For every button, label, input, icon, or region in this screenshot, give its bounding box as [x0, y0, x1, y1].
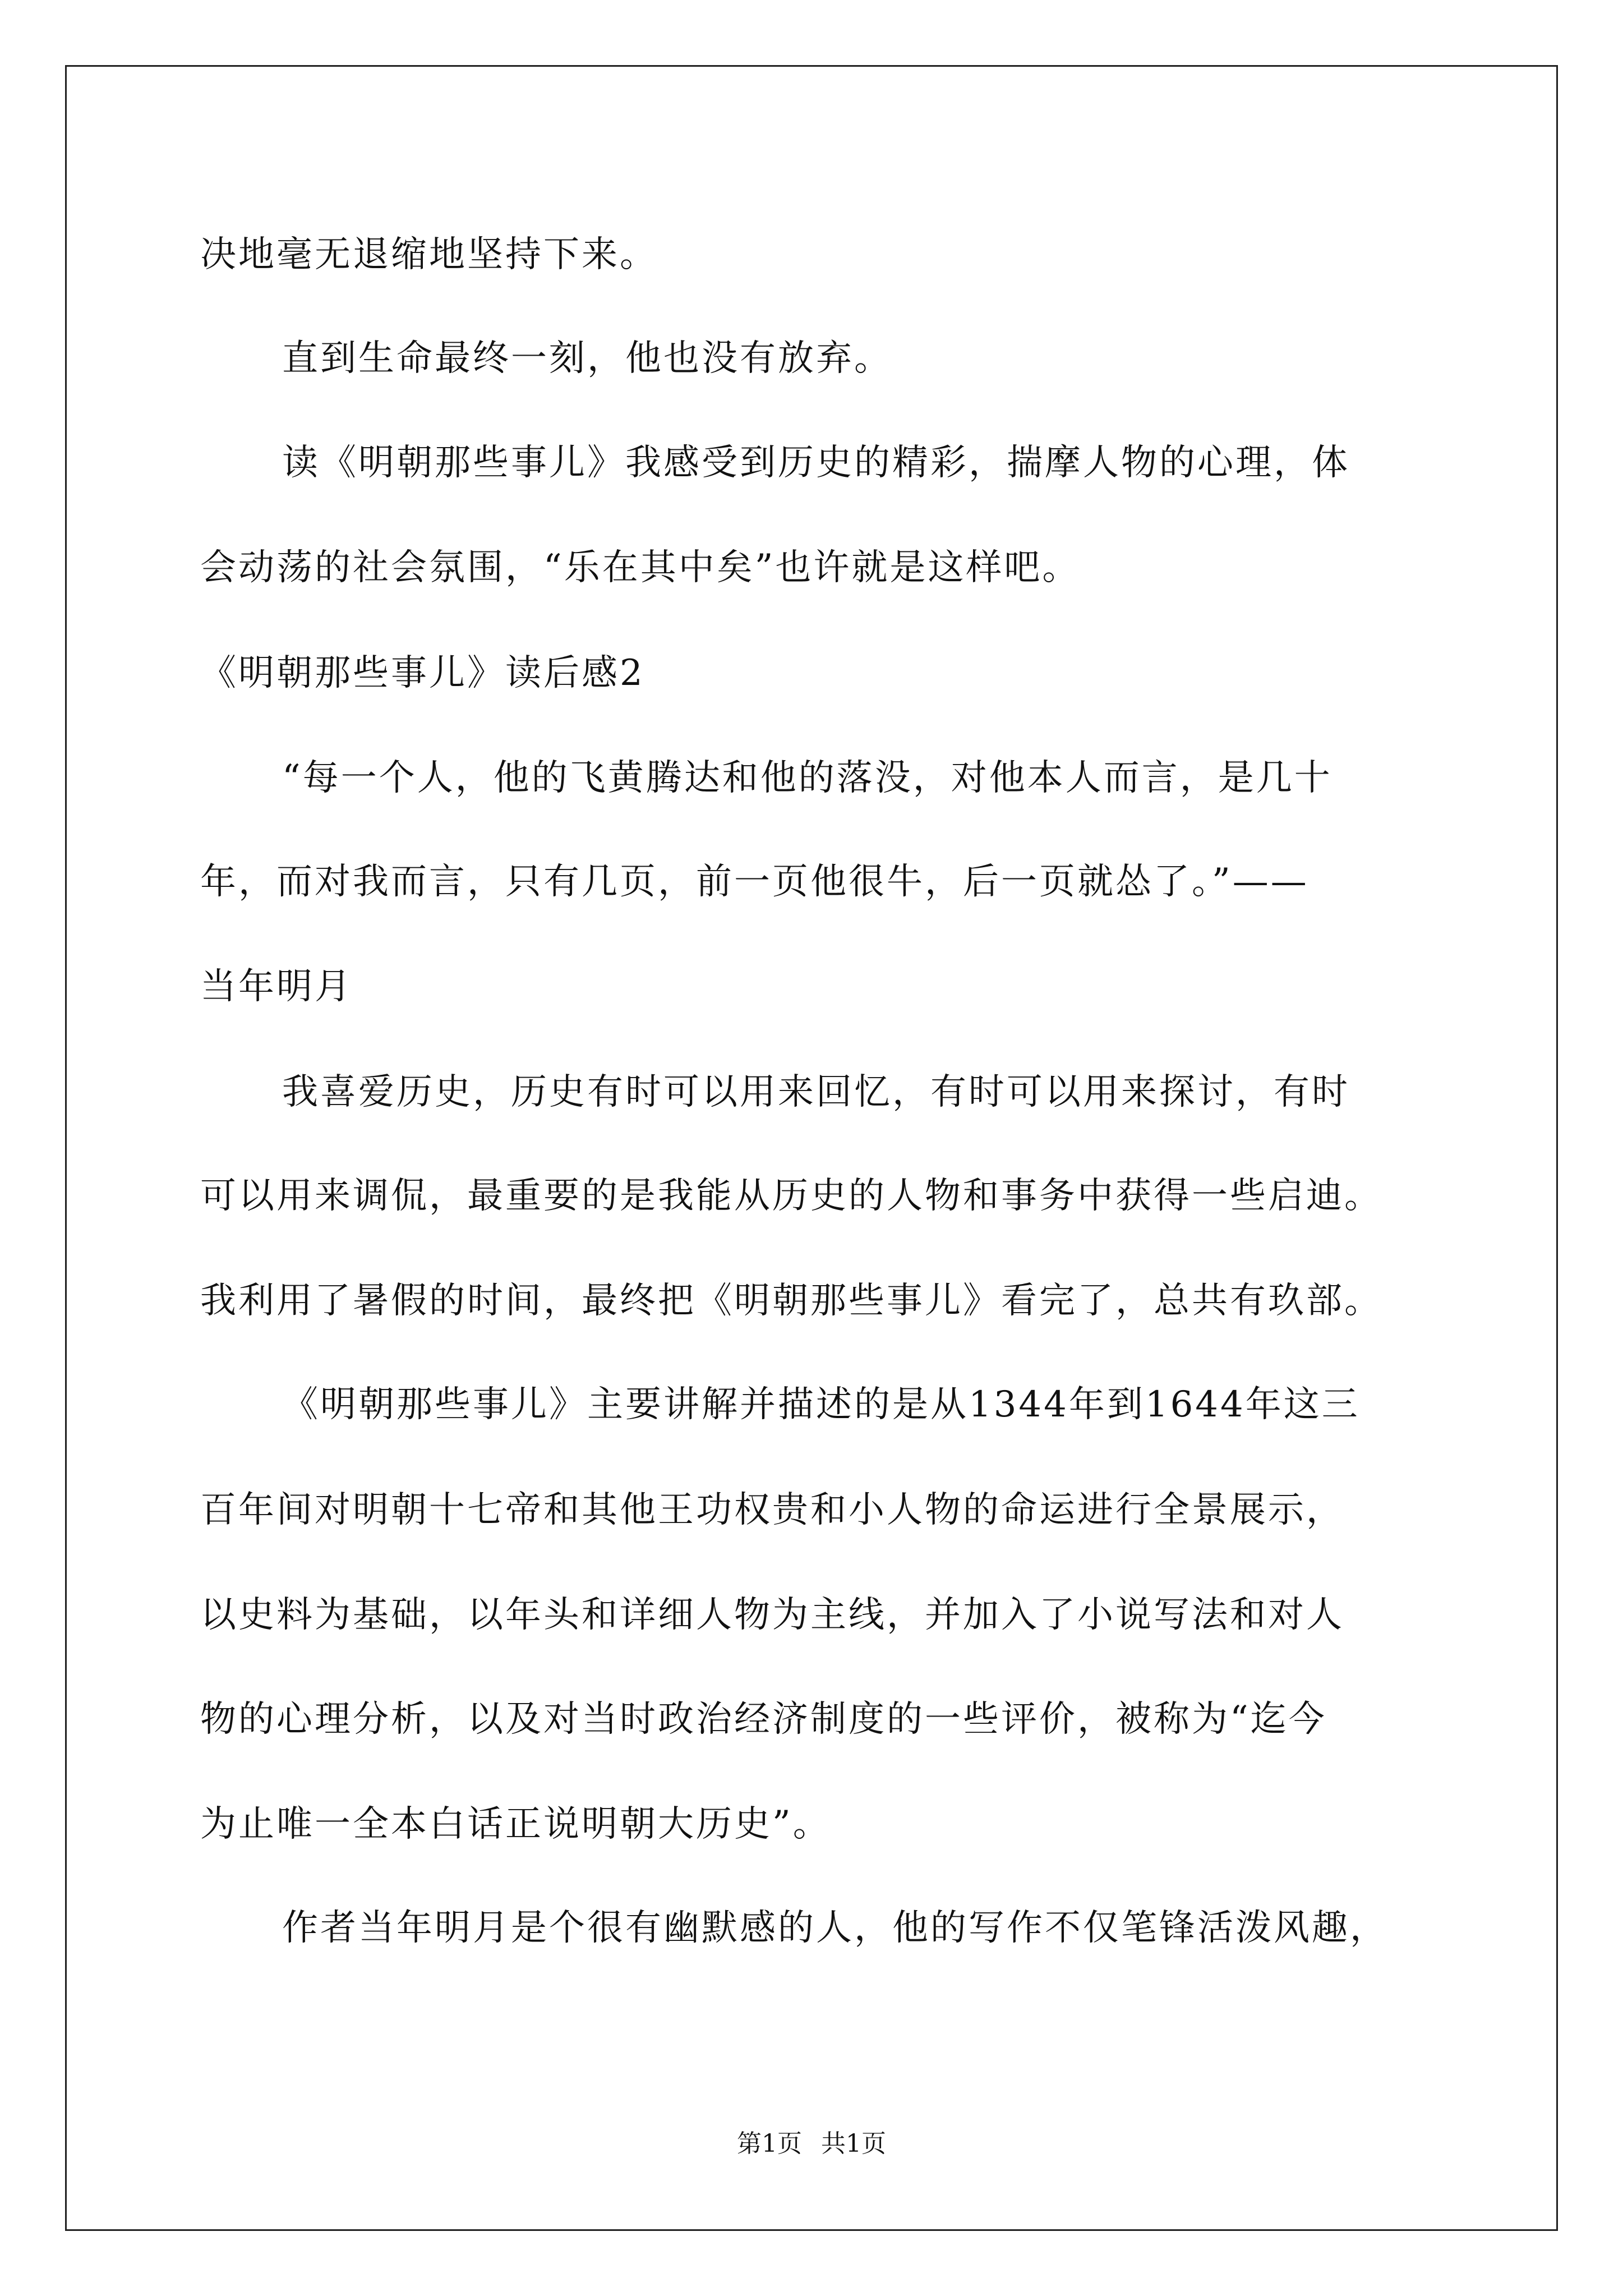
text-line: 当年明月 — [200, 966, 353, 1007]
text-line: 为止唯一全本白话正说明朝大历史”。 — [200, 1803, 831, 1845]
page-number: 第1页 — [737, 2129, 802, 2158]
text-line: 作者当年明月是个很有幽默感的人，他的写作不仅笔锋活泼风趣， — [282, 1907, 1388, 1949]
page-footer — [0, 2129, 1623, 2158]
text-line: 以史料为基础，以年头和详细人物为主线，并加入了小说写法和对人 — [200, 1594, 1344, 1636]
text-line: 直到生命最终一刻，他也没有放弃。 — [282, 338, 892, 379]
text-line: 会动荡的社会氛围，“乐在其中矣”也许就是这样吧。 — [200, 547, 1081, 588]
text-line: 《明朝那些事儿》主要讲解并描述的是从1344年到1644年这三 — [282, 1384, 1360, 1425]
text-line: 可以用来调侃，最重要的是我能从历史的人物和事务中获得一些启迪。 — [200, 1175, 1382, 1217]
text-line: 物的心理分析，以及对当时政治经济制度的一些评价，被称为“迄今 — [200, 1699, 1327, 1740]
text-line: 读《明朝那些事儿》我感受到历史的精彩，揣摩人物的心理，体 — [282, 442, 1350, 484]
text-line: “每一个人，他的飞黄腾达和他的落没，对他本人而言，是几十 — [282, 757, 1332, 799]
page-border — [65, 65, 1558, 2231]
text-line: 年，而对我而言，只有几页，前一页他很牛，后一页就怂了。”—— — [200, 861, 1309, 903]
page-total: 共1页 — [821, 2129, 886, 2158]
text-line: 我喜爱历史，历史有时可以用来回忆，有时可以用来探讨，有时 — [282, 1071, 1350, 1113]
section-heading: 《明朝那些事儿》读后感2 — [200, 652, 645, 694]
text-line: 百年间对明朝十七帝和其他王功权贵和小人物的命运进行全景展示， — [200, 1489, 1344, 1531]
text-line: 决地毫无退缩地坚持下来。 — [200, 234, 658, 275]
text-line: 我利用了暑假的时间，最终把《明朝那些事儿》看完了，总共有玖部。 — [200, 1280, 1382, 1322]
